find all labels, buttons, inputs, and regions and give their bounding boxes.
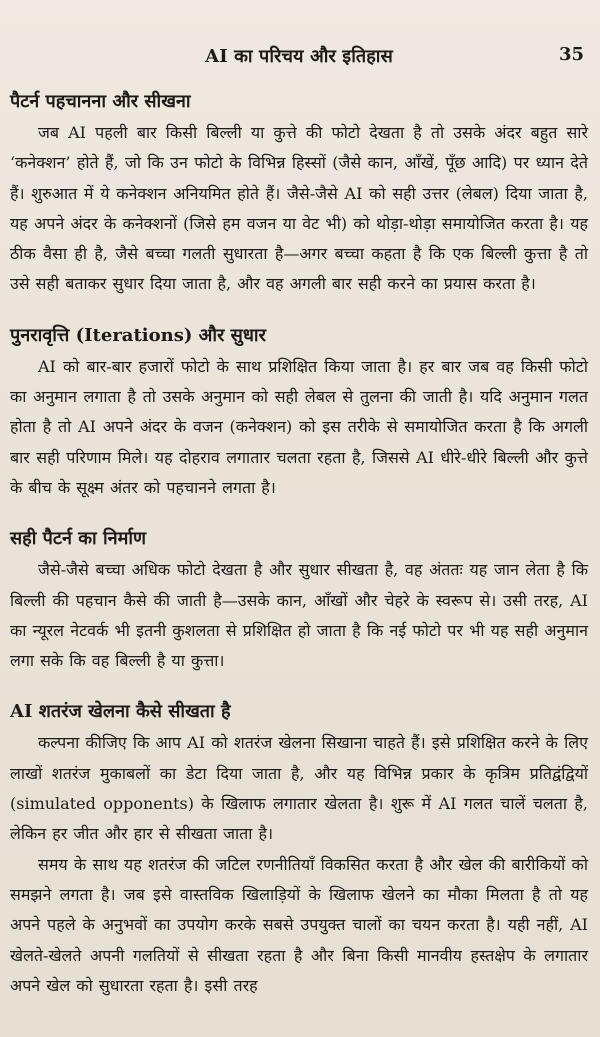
section-pattern-building (10, 525, 588, 676)
paragraph: जैसे-जैसे बच्चा अधिक फोटो देखता है और सुधार सीखता है, वह अंततः यह जान लेता है कि बिल्ली की पहचान कैसे की जाती है—उसके कान, आँखों और चेहरे के स्वरूप से। उसी तरह, AI का न्यूरल नेटवर्क भी इतनी कुशलता से प्रशिक्षित हो जाता है कि नई फोटो पर भी यह सही अनुमान लगा सके कि वह बिल्ली है या कुत्ता। (10, 560, 588, 671)
section-pattern-recognition (10, 88, 588, 300)
paragraph: समय के साथ यह शतरंज की जटिल रणनीतियाँ विकसित करता है और खेल की बारीकियों को समझने लगता है। जब इसे वास्तविक खिलाड़ियों के खिलाफ खेलने का मौका मिलता है तो यह अपने पहले के अनुभवों का उपयोग करके सबसे उपयुक्त चालों का चयन करता है। यही नहीं, AI खेलते-खेलते अपनी गलतियों से सीखता रहता है और बिना किसी मानवीय हस्तक्षेप के लगातार अपने खेल को सुधारता रहता है। इसी तरह (10, 854, 588, 995)
section-heading: पैटर्न पहचानना और सीखना (10, 91, 191, 112)
paragraph: जब AI पहली बार किसी बिल्ली या कुत्ते की फोटो देखता है तो उसके अंदर बहुत सारे ‘कनेक्शन’ होते हैं, जो कि उन फोटो के विभिन्न हिस्सों (जैसे कान, आँखें, पूँछ आदि) पर ध्यान देते हैं। शुरुआत में ये कनेक्शन अनियमित होते हैं। जैसे-जैसे AI को सही उत्तर (लेबल) दिया जाता है, यह अपने अंदर के कनेक्शनों (जिसे हम वजन या वेट भी) को थोड़ा-थोड़ा समायोजित करता है। यह ठीक वैसा ही है, जैसे बच्चा गलती सुधारता है—अगर बच्चा कहता है कि एक बिल्ली कुत्ता है तो उसे सही बताकर सुधार दिया जाता है, और वह अगली बार सही करने का प्रयास करता है। (10, 123, 588, 294)
section-ai-chess (10, 698, 588, 1001)
section-heading: पुनरावृत्ति (Iterations) और सुधार (10, 324, 266, 346)
section-heading: सही पैटर्न का निर्माण (10, 528, 147, 550)
section-heading: AI शतरंज खेलना कैसे सीखता है (10, 701, 231, 723)
paragraph: AI को बार-बार हजारों फोटो के साथ प्रशिक्षित किया जाता है। हर बार जब वह किसी फोटो का अनुमान लगाता है तो उसके अनुमान को सही लेबल से तुलना की जाती है। यदि अनुमान गलत होता है तो AI अपने अंदर के वजन (कनेक्शन) को इस तरीके से समायोजित करता है कि अगली बार सही परिणाम मिले। यह दोहराव लगातार चलता रहता है, जिससे AI धीरे-धीरे बिल्ली और कुत्ते के बीच के सूक्ष्म अंतर को पहचानने लगता है। (10, 356, 588, 497)
running-header (8, 44, 590, 72)
page-number: 35 (558, 44, 584, 65)
paragraph: कल्पना कीजिए कि आप AI को शतरंज खेलना सिखाना चाहते हैं। इसे प्रशिक्षित करने के लिए लाखों शतरंज मुकाबलों का डेटा दिया जाता है, और यह विभिन्न प्रकार के कृत्रिम प्रतिद्वंद्वियों (simulated opponents) के खिलाफ लगातार खेलता है। शुरू में AI गलत चालें चलता है, लेकिन हर जीत और हार से सीखता जाता है। (10, 733, 588, 844)
section-iterations (10, 322, 588, 503)
chapter-title: AI का परिचय और इतिहास (205, 46, 393, 67)
page-content (10, 88, 588, 1001)
